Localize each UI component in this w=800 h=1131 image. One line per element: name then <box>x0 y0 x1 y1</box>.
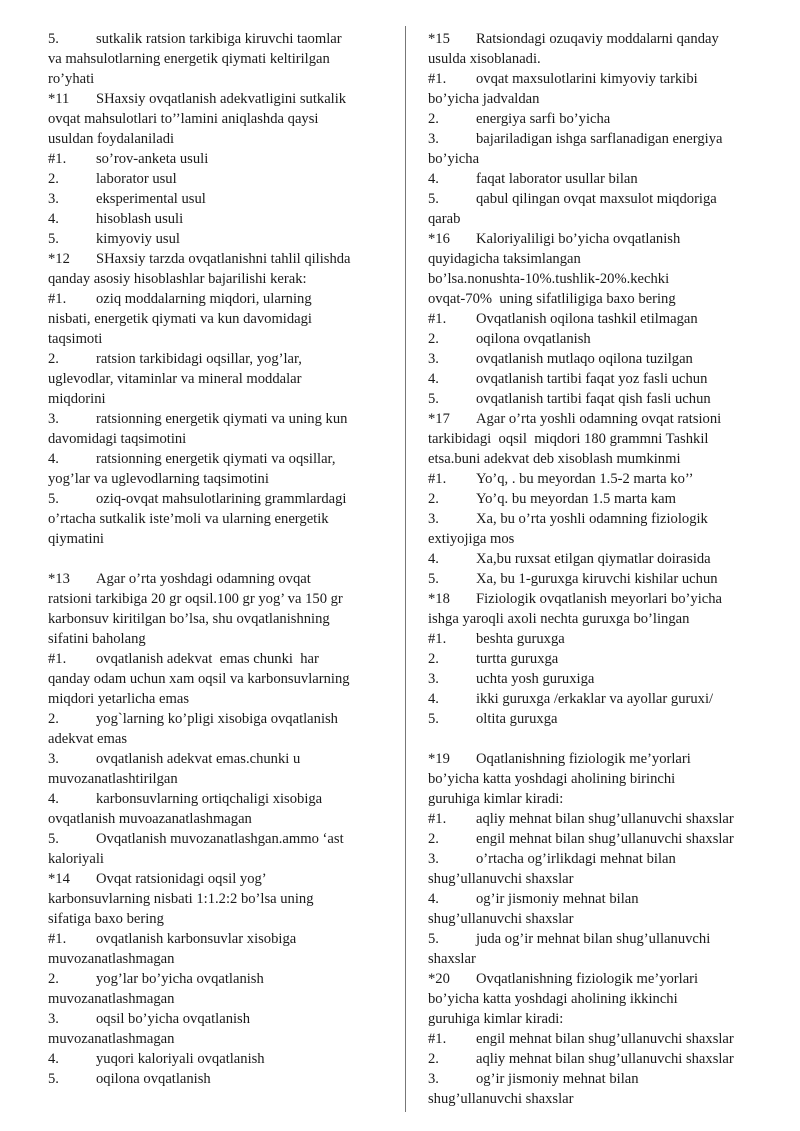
question-line <box>48 189 388 209</box>
question-line <box>428 349 768 369</box>
continuation-line <box>48 509 388 529</box>
item-number: #1. <box>48 291 67 307</box>
item-number: 3. <box>48 411 59 427</box>
continuation-line <box>428 869 768 889</box>
item-number: 2. <box>428 111 439 127</box>
question-line <box>48 289 388 309</box>
question-line <box>428 929 768 949</box>
question-line <box>428 169 768 189</box>
continuation-line <box>48 949 388 969</box>
item-text: Xa, bu 1-guruxga kiruvchi kishilar uchun <box>476 571 718 587</box>
continuation-text: ovqatlanish muvoazanatlashmagan <box>48 811 252 827</box>
item-number: 2. <box>48 171 59 187</box>
question-line <box>48 569 388 589</box>
item-number: *18 <box>428 591 450 607</box>
question-line <box>428 329 768 349</box>
continuation-line <box>428 449 768 469</box>
blank-line <box>48 549 388 569</box>
question-line <box>428 489 768 509</box>
item-number: 5. <box>48 31 59 47</box>
item-number: 3. <box>428 351 439 367</box>
continuation-text: va mahsulotlarning energetik qiymati keltirilgan <box>48 51 330 67</box>
continuation-text: karbonsuvlarning nisbati 1:1.2:2 bo’lsa uning <box>48 891 314 907</box>
continuation-line <box>48 989 388 1009</box>
question-line <box>48 869 388 889</box>
item-text: energiya sarfi bo’yicha <box>476 111 611 127</box>
item-number: 2. <box>428 831 439 847</box>
question-line <box>48 449 388 469</box>
item-number: #1. <box>428 471 447 487</box>
continuation-line <box>428 269 768 289</box>
continuation-text: ishga yaroqli axoli nechta guruxga bo’lingan <box>428 611 690 627</box>
continuation-text: bo’yicha <box>428 151 480 167</box>
item-text: ovqat maxsulotlarini kimyoviy tarkibi <box>476 71 698 87</box>
question-line <box>428 189 768 209</box>
item-text: oqilona ovqatlanish <box>476 331 591 347</box>
column-divider <box>405 26 406 1112</box>
item-text: karbonsuvlarning ortiqchaligi xisobiga <box>96 791 323 807</box>
continuation-text: bo’yicha jadvaldan <box>428 91 540 107</box>
item-text: Yo’q, . bu meyordan 1.5-2 marta ko’’ <box>476 471 694 487</box>
question-line <box>428 369 768 389</box>
item-text: og’ir jismoniy mehnat bilan <box>476 1071 639 1087</box>
question-line <box>48 89 388 109</box>
continuation-line <box>428 949 768 969</box>
continuation-line <box>48 669 388 689</box>
continuation-text: ovqat mahsulotlari to’’lamini aniqlashda qaysi <box>48 111 319 127</box>
continuation-line <box>48 49 388 69</box>
question-line <box>48 649 388 669</box>
continuation-text: sifatiga baxo bering <box>48 911 164 927</box>
item-text: laborator usul <box>96 171 177 187</box>
item-text: Ovqat ratsionidagi oqsil yog’ <box>96 871 267 887</box>
continuation-text: ovqat-70% uning sifatliligiga baxo bering <box>428 291 676 307</box>
item-text: Kaloriyaliligi bo’yicha ovqatlanish <box>476 231 681 247</box>
item-number: *11 <box>48 91 70 107</box>
question-line <box>48 169 388 189</box>
item-text: oltita guruxga <box>476 711 558 727</box>
continuation-text: extiyojiga mos <box>428 531 515 547</box>
item-text: Ovqatlanish oqilona tashkil etilmagan <box>476 311 698 327</box>
question-line <box>428 589 768 609</box>
item-text: oqilona ovqatlanish <box>96 1071 211 1087</box>
item-number: *16 <box>428 231 450 247</box>
question-line <box>428 69 768 89</box>
item-text: uchta yosh guruxiga <box>476 671 595 687</box>
continuation-line <box>48 589 388 609</box>
item-text: Agar o’rta yoshdagi odamning ovqat <box>96 571 311 587</box>
continuation-line <box>48 629 388 649</box>
item-text: Ovqatlanishning fiziologik me’yorlari <box>476 971 699 987</box>
continuation-line <box>48 689 388 709</box>
continuation-text: muvozanatlashmagan <box>48 991 175 1007</box>
continuation-text: miqdori yetarlicha emas <box>48 691 190 707</box>
item-text: ikki guruxga /erkaklar va ayollar guruxi/ <box>476 691 714 707</box>
continuation-line <box>48 329 388 349</box>
item-number: 2. <box>428 651 439 667</box>
continuation-line <box>428 609 768 629</box>
continuation-text: bo’yicha katta yoshdagi aholining birinchi <box>428 771 676 787</box>
continuation-line <box>428 529 768 549</box>
question-line <box>48 929 388 949</box>
continuation-line <box>48 269 388 289</box>
question-line <box>428 889 768 909</box>
question-line <box>428 709 768 729</box>
continuation-text: qanday asosiy hisoblashlar bajarilishi kerak: <box>48 271 307 287</box>
item-text: oziq-ovqat mahsulotlarining grammlardagi <box>96 491 347 507</box>
continuation-line <box>48 909 388 929</box>
continuation-text: bo’yicha katta yoshdagi aholining ikkinchi <box>428 991 678 1007</box>
question-line <box>48 1049 388 1069</box>
question-line <box>428 229 768 249</box>
item-text: juda og’ir mehnat bilan shug’ullanuvchi <box>476 931 711 947</box>
item-number: #1. <box>48 651 67 667</box>
continuation-text: muvozanatlashtirilgan <box>48 771 178 787</box>
continuation-line <box>428 209 768 229</box>
item-text: bajariladigan ishga sarflanadigan energiya <box>476 131 723 147</box>
question-line <box>428 809 768 829</box>
item-number: 5. <box>428 391 439 407</box>
continuation-text: bo’lsa.nonushta-10%.tushlik-20%.kechki <box>428 271 670 287</box>
question-line <box>428 509 768 529</box>
item-number: 3. <box>48 1011 59 1027</box>
question-line <box>428 309 768 329</box>
item-text: SHaxsiy tarzda ovqatlanishni tahlil qilishda <box>96 251 351 267</box>
question-line <box>48 249 388 269</box>
item-number: *14 <box>48 871 70 887</box>
item-text: ovqatlanish tartibi faqat yoz fasli uchun <box>476 371 708 387</box>
continuation-line <box>428 789 768 809</box>
item-text: oziq moddalarning miqdori, ularning <box>96 291 312 307</box>
continuation-text: sifatini baholang <box>48 631 146 647</box>
question-line <box>428 569 768 589</box>
item-text: aqliy mehnat bilan shug’ullanuvchi shaxslar <box>476 811 734 827</box>
continuation-text: uglevodlar, vitaminlar va mineral moddalar <box>48 371 302 387</box>
item-text: kimyoviy usul <box>96 231 180 247</box>
item-text: Ovqatlanish muvozanatlashgan.ammo ‘ast <box>96 831 344 847</box>
question-line <box>48 149 388 169</box>
continuation-line <box>48 1029 388 1049</box>
item-number: 4. <box>48 211 59 227</box>
item-number: 2. <box>48 351 59 367</box>
item-text: Yo’q. bu meyordan 1.5 marta kam <box>476 491 676 507</box>
item-number: 5. <box>428 191 439 207</box>
continuation-text: shug’ullanuvchi shaxslar <box>428 871 574 887</box>
item-number: 2. <box>48 711 59 727</box>
question-line <box>48 489 388 509</box>
continuation-line <box>428 49 768 69</box>
continuation-text: usulda xisoblanadi. <box>428 51 541 67</box>
item-text: og’ir jismoniy mehnat bilan <box>476 891 639 907</box>
question-line <box>428 649 768 669</box>
item-number: *12 <box>48 251 70 267</box>
question-line <box>48 969 388 989</box>
question-line <box>48 709 388 729</box>
item-text: hisoblash usuli <box>96 211 184 227</box>
item-text: ovqatlanish adekvat emas.chunki u <box>96 751 301 767</box>
question-line <box>428 629 768 649</box>
item-text: ratsionning energetik qiymati va oqsillar, <box>96 451 336 467</box>
item-text: aqliy mehnat bilan shug’ullanuvchi shaxslar <box>476 1051 734 1067</box>
question-line <box>428 1049 768 1069</box>
item-number: 3. <box>48 751 59 767</box>
continuation-line <box>48 849 388 869</box>
item-number: 3. <box>428 1071 439 1087</box>
item-text: Oqatlanishning fiziologik me’yorlari <box>476 751 691 767</box>
item-number: #1. <box>48 931 67 947</box>
item-text: ovqatlanish adekvat emas chunki har <box>96 651 319 667</box>
question-line <box>428 849 768 869</box>
question-line <box>48 1009 388 1029</box>
question-line <box>428 549 768 569</box>
item-number: 4. <box>428 691 439 707</box>
item-number: 2. <box>428 491 439 507</box>
item-number: #1. <box>48 151 67 167</box>
continuation-text: usuldan foydalaniladi <box>48 131 175 147</box>
blank-line <box>428 729 768 749</box>
continuation-text: karbonsuv kiritilgan bo’lsa, shu ovqatlanishning <box>48 611 330 627</box>
continuation-text: etsa.buni adekvat deb xisoblash mumkinmi <box>428 451 681 467</box>
item-number: #1. <box>428 71 447 87</box>
continuation-line <box>428 989 768 1009</box>
continuation-line <box>48 529 388 549</box>
continuation-line <box>48 729 388 749</box>
item-number: #1. <box>428 1031 447 1047</box>
item-number: #1. <box>428 811 447 827</box>
continuation-line <box>428 1089 768 1109</box>
item-number: 4. <box>428 551 439 567</box>
item-text: Xa,bu ruxsat etilgan qiymatlar doirasida <box>476 551 711 567</box>
continuation-line <box>428 769 768 789</box>
question-line <box>428 969 768 989</box>
continuation-text: davomidagi taqsimotini <box>48 431 187 447</box>
item-text: turtta guruxga <box>476 651 559 667</box>
continuation-line <box>48 69 388 89</box>
item-text: sutkalik ratsion tarkibiga kiruvchi taomlar <box>96 31 342 47</box>
question-line <box>428 129 768 149</box>
continuation-text: qiymatini <box>48 531 104 547</box>
item-number: 4. <box>48 451 59 467</box>
question-line <box>428 669 768 689</box>
item-text: faqat laborator usullar bilan <box>476 171 638 187</box>
item-text: ratsion tarkibidagi oqsillar, yog’lar, <box>96 351 302 367</box>
item-text: yog’lar bo’yicha ovqatlanish <box>96 971 264 987</box>
continuation-line <box>428 1009 768 1029</box>
continuation-text: shaxslar <box>428 951 476 967</box>
continuation-text: qanday odam uchun xam oqsil va karbonsuvlarning <box>48 671 350 687</box>
continuation-text: tarkibidagi oqsil miqdori 180 grammni Tashkil <box>428 431 709 447</box>
item-text: eksperimental usul <box>96 191 206 207</box>
continuation-text: adekvat emas <box>48 731 128 747</box>
item-number: *17 <box>428 411 450 427</box>
continuation-text: yog’lar va uglevodlarning taqsimotini <box>48 471 269 487</box>
continuation-text: o’rtacha sutkalik iste’moli va ularning energetik <box>48 511 329 527</box>
item-number: 4. <box>428 891 439 907</box>
item-number: 4. <box>428 371 439 387</box>
continuation-line <box>48 369 388 389</box>
left-column <box>48 29 388 1089</box>
item-number: *20 <box>428 971 450 987</box>
question-line <box>428 689 768 709</box>
item-number: 5. <box>48 831 59 847</box>
item-text: ratsionning energetik qiymati va uning kun <box>96 411 348 427</box>
continuation-line <box>48 109 388 129</box>
question-line <box>428 469 768 489</box>
item-number: #1. <box>428 311 447 327</box>
right-column <box>428 29 768 1109</box>
continuation-line <box>48 389 388 409</box>
continuation-line <box>48 809 388 829</box>
continuation-text: taqsimoti <box>48 331 103 347</box>
continuation-text: shug’ullanuvchi shaxslar <box>428 911 574 927</box>
question-line <box>428 829 768 849</box>
continuation-line <box>428 149 768 169</box>
item-text: so’rov-anketa usuli <box>96 151 209 167</box>
item-number: 4. <box>48 791 59 807</box>
item-number: 4. <box>48 1051 59 1067</box>
question-line <box>48 349 388 369</box>
item-text: yuqori kaloriyali ovqatlanish <box>96 1051 265 1067</box>
question-line <box>48 789 388 809</box>
item-number: 3. <box>428 851 439 867</box>
item-text: engil mehnat bilan shug’ullanuvchi shaxslar <box>476 1031 734 1047</box>
item-number: 3. <box>428 511 439 527</box>
item-text: o’rtacha og’irlikdagi mehnat bilan <box>476 851 676 867</box>
item-text: yog`larning ko’pligi xisobiga ovqatlanish <box>96 711 338 727</box>
item-number: 5. <box>428 571 439 587</box>
question-line <box>48 1069 388 1089</box>
item-text: engil mehnat bilan shug’ullanuvchi shaxslar <box>476 831 734 847</box>
continuation-text: miqdorini <box>48 391 106 407</box>
item-number: *19 <box>428 751 450 767</box>
item-number: 5. <box>48 491 59 507</box>
continuation-line <box>428 429 768 449</box>
item-text: Fiziologik ovqatlanish meyorlari bo’yicha <box>476 591 723 607</box>
question-line <box>428 1069 768 1089</box>
question-line <box>48 29 388 49</box>
continuation-text: quyidagicha taksimlangan <box>428 251 581 267</box>
item-text: Xa, bu o’rta yoshli odamning fiziologik <box>476 511 708 527</box>
continuation-line <box>48 429 388 449</box>
continuation-text: shug’ullanuvchi shaxslar <box>428 1091 574 1107</box>
continuation-line <box>428 289 768 309</box>
question-line <box>428 389 768 409</box>
continuation-line <box>48 129 388 149</box>
item-number: *15 <box>428 31 450 47</box>
continuation-line <box>48 609 388 629</box>
question-line <box>428 109 768 129</box>
continuation-line <box>48 309 388 329</box>
item-number: 5. <box>48 1071 59 1087</box>
item-number: 2. <box>428 331 439 347</box>
continuation-line <box>428 89 768 109</box>
continuation-text: muvozanatlashmagan <box>48 951 175 967</box>
item-number: 2. <box>48 971 59 987</box>
question-line <box>48 409 388 429</box>
item-number: 3. <box>428 671 439 687</box>
continuation-text: ro’yhati <box>48 71 95 87</box>
item-text: ovqatlanish tartibi faqat qish fasli uchun <box>476 391 711 407</box>
item-text: qabul qilingan ovqat maxsulot miqdoriga <box>476 191 717 207</box>
item-number: 5. <box>428 931 439 947</box>
item-text: beshta guruxga <box>476 631 565 647</box>
item-number: 5. <box>48 231 59 247</box>
item-text: ovqatlanish karbonsuvlar xisobiga <box>96 931 297 947</box>
continuation-line <box>428 249 768 269</box>
continuation-text: guruhiga kimlar kiradi: <box>428 791 564 807</box>
continuation-text: kaloriyali <box>48 851 104 867</box>
question-line <box>428 29 768 49</box>
item-number: 3. <box>428 131 439 147</box>
question-line <box>48 229 388 249</box>
item-number: #1. <box>428 631 447 647</box>
question-line <box>428 1029 768 1049</box>
continuation-text: nisbati, energetik qiymati va kun davomidagi <box>48 311 312 327</box>
question-line <box>428 409 768 429</box>
continuation-text: guruhiga kimlar kiradi: <box>428 1011 564 1027</box>
item-text: ovqatlanish mutlaqo oqilona tuzilgan <box>476 351 693 367</box>
continuation-text: muvozanatlashmagan <box>48 1031 175 1047</box>
continuation-text: ratsioni tarkibiga 20 gr oqsil.100 gr yog’ va 150 gr <box>48 591 343 607</box>
continuation-line <box>48 469 388 489</box>
item-text: Agar o’rta yoshli odamning ovqat ratsioni <box>476 411 722 427</box>
item-number: 3. <box>48 191 59 207</box>
item-number: 2. <box>428 1051 439 1067</box>
item-text: SHaxsiy ovqatlanish adekvatligini sutkalik <box>96 91 347 107</box>
item-text: Ratsiondagi ozuqaviy moddalarni qanday <box>476 31 719 47</box>
question-line <box>48 209 388 229</box>
question-line <box>48 829 388 849</box>
item-number: 4. <box>428 171 439 187</box>
item-number: *13 <box>48 571 70 587</box>
question-line <box>428 749 768 769</box>
item-text: oqsil bo’yicha ovqatlanish <box>96 1011 251 1027</box>
continuation-line <box>48 769 388 789</box>
continuation-text: qarab <box>428 211 461 227</box>
item-number: 5. <box>428 711 439 727</box>
continuation-line <box>428 909 768 929</box>
continuation-line <box>48 889 388 909</box>
question-line <box>48 749 388 769</box>
